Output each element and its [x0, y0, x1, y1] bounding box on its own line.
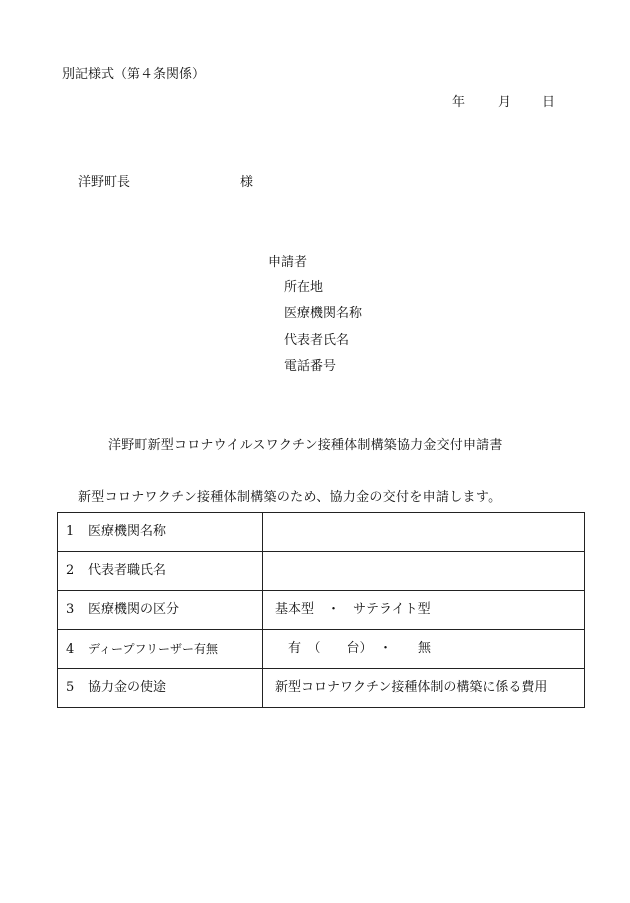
- institution-name-entry[interactable]: [263, 513, 585, 552]
- row-label: ディープフリーザー有無: [88, 641, 218, 656]
- addressee-name: 洋野町長: [78, 175, 131, 190]
- intro-statement: 新型コロナワクチン接種体制構築のため、協力金の交付を申請します。: [78, 490, 502, 505]
- table-row: [58, 552, 585, 591]
- row-label: 協力金の使途: [88, 680, 167, 695]
- date-month-label: 月: [498, 95, 512, 110]
- row-label: 医療機関の区分: [88, 602, 180, 617]
- row-label-cell: [58, 630, 263, 669]
- row-value: 基本型 ・ サテライト型: [275, 602, 431, 617]
- date-day-label: 日: [542, 95, 556, 110]
- row-number: 4: [66, 641, 75, 657]
- addressee-honorific: 様: [240, 175, 254, 190]
- applicant-field-institution-name: 医療機関名称: [284, 306, 363, 321]
- row-label-cell: [58, 669, 263, 708]
- applicant-field-phone-number: 電話番号: [284, 359, 337, 374]
- row-number: 3: [66, 602, 75, 617]
- row-label-cell: [58, 513, 263, 552]
- row-label-cell: [58, 552, 263, 591]
- row-number: 2: [66, 563, 75, 578]
- row-label: 医療機関名称: [88, 524, 167, 539]
- row-number: 1: [66, 524, 75, 539]
- table-row: [58, 591, 585, 630]
- date-year-label: 年: [452, 95, 466, 110]
- applicant-field-address: 所在地: [284, 280, 324, 295]
- form-style-label: 別記様式（第４条関係）: [62, 67, 206, 82]
- table-row: [58, 630, 585, 669]
- row-number: 5: [66, 680, 75, 695]
- row-value: 有 （ 台） ・ 無: [275, 641, 432, 656]
- representative-title-entry[interactable]: [263, 552, 585, 591]
- applicant-heading: 申請者: [268, 255, 308, 270]
- date-line: [452, 95, 555, 111]
- application-details-table: [57, 512, 585, 708]
- table-row: [58, 669, 585, 708]
- applicant-field-representative-name: 代表者氏名: [284, 333, 350, 348]
- row-value: 新型コロナワクチン接種体制の構築に係る費用: [275, 680, 548, 695]
- fund-usage-cell: [263, 669, 585, 708]
- deep-freezer-choice[interactable]: [263, 630, 585, 669]
- row-label-cell: [58, 591, 263, 630]
- document-title: 洋野町新型コロナウイルスワクチン接種体制構築協力金交付申請書: [108, 438, 503, 453]
- table-row: [58, 513, 585, 552]
- row-label: 代表者職氏名: [88, 563, 167, 578]
- institution-category-choice[interactable]: [263, 591, 585, 630]
